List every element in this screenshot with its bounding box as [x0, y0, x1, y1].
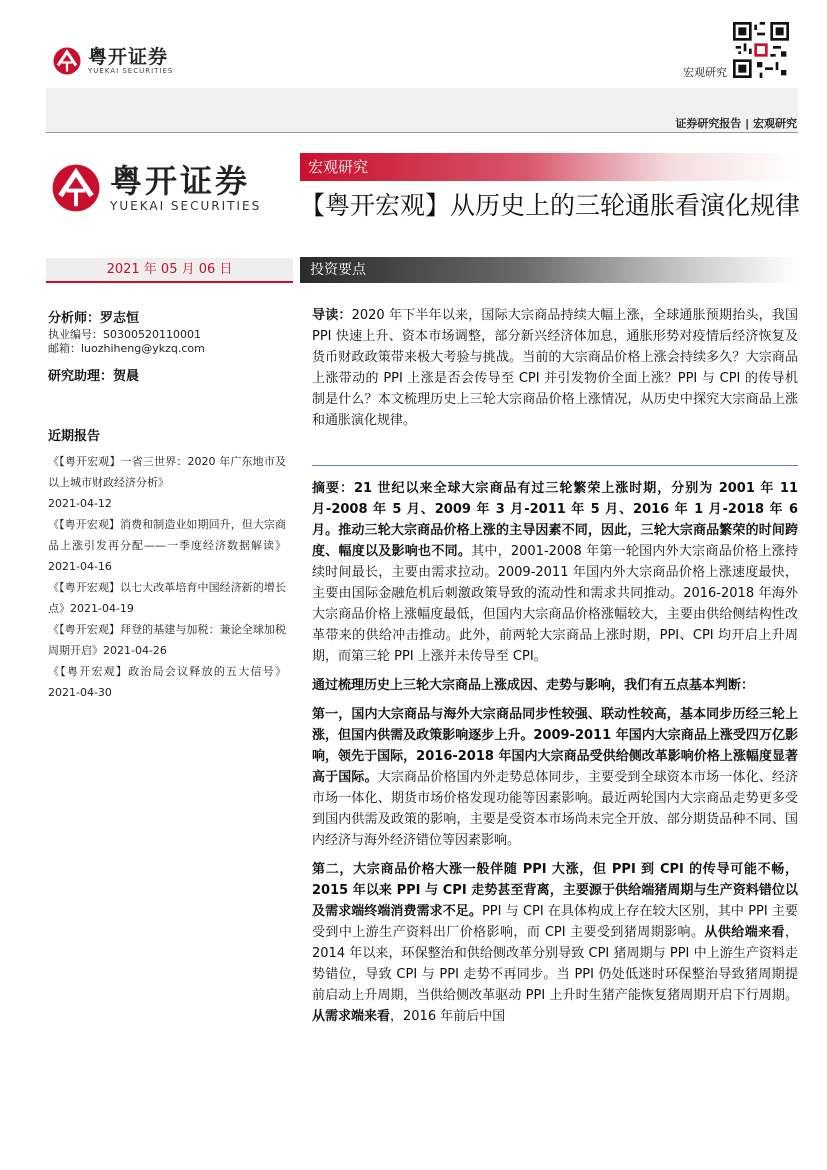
second-point	[312, 859, 798, 1027]
recent-report-date: 2021-04-30	[48, 686, 112, 699]
intro-label: 导读：	[312, 308, 352, 323]
recent-report-title: 《【粤开宏观】一省三世界：2020 年广东地市及以上城市财政经济分析》	[48, 455, 286, 489]
section-title: 投资要点	[310, 262, 366, 278]
second-point-text-a: PPI 与 CPI 在具体构成上存在较大区别，其中 PPI 主要受到中上游生产资料出厂价格影响，而 CPI 主要受到猪周期影响。	[312, 904, 798, 940]
recent-reports-list	[48, 451, 286, 703]
report-title: 【粤开宏观】从历史上的三轮通胀看演化规律	[300, 191, 801, 220]
judgement-intro: 通过梳理历史上三轮大宗商品上涨成因、走势与影响，我们有五点基本判断：	[312, 678, 755, 693]
recent-report-date: 2021-04-12	[48, 497, 112, 510]
main-logo	[50, 158, 280, 218]
recent-report-item[interactable]	[48, 577, 286, 619]
intro-paragraph	[312, 305, 798, 431]
recent-report-date: 2021-04-19	[70, 602, 134, 615]
qr-code-icon	[733, 22, 789, 78]
recent-report-title: 《【粤开宏观】消费和制造业如期回升，但大宗商品上涨引发再分配——一季度经济数据解读》	[48, 518, 286, 552]
second-point-bold: 第二，大宗商品价格大涨一般伴随 PPI 大涨，但 PPI 到 CPI 的传导可能不畅，2015 年以来 PPI 与 CPI 走势甚至背离，主要源于供给端猪周期与生产资料错位以及需求端终端消费需求不足。	[312, 862, 798, 919]
report-category: 宏观研究	[308, 158, 369, 176]
first-point	[312, 704, 798, 851]
recent-reports-title: 近期报告	[48, 429, 101, 444]
recent-report-date: 2021-04-26	[103, 644, 167, 657]
section-divider	[312, 465, 798, 466]
main-logo-en: YUEKAI SECURITIES	[110, 199, 262, 213]
second-point-text-b: ，2014 年以来，环保整治和供给侧改革分别导致 CPI 猪周期与 PPI 中上游生产资料走势错位，导致 CPI 与 PPI 走势不再同步。当 PPI 仍处低迷时环保整治导致猪周期提前启动上升周期，当供给侧改革驱动 PPI 上升时生猪产能恢复猪周期开启下行周期。	[312, 925, 798, 1003]
intro-text: 2020 年下半年以来，国际大宗商品持续大幅上涨，全球通胀预期抬头，我国 PPI 快速上升、资本市场调整，部分新兴经济体加息，通胀形势对疫情后经济恢复及货币财政政策带来极大考验与挑战。当前的大宗商品价格上涨会持续多久？大宗商品上涨带动的 PPI 上涨是否会传导至 CPI 并引发物价全面上涨？PPI 与 CPI 的传导机制是什么？本文梳理历史上三轮大宗商品价格上涨情况，从历史中探究大宗商品上涨和通胀演化规律。	[312, 308, 798, 428]
recent-report-item[interactable]	[48, 661, 286, 703]
yuekai-logo-large-icon	[50, 162, 102, 214]
logo-en-text: YUEKAI SECURITIES	[88, 66, 174, 75]
report-category-bar	[300, 153, 797, 181]
main-logo-cn: 粤开证券	[110, 162, 251, 200]
summary-text: 其中，2001-2008 年第一轮国内外大宗商品价格上涨持续时间最长，主要由需求拉动。2009-2011 年国内外大宗商品价格上涨速度最快，主要由国际金融危机后刺激政策导致的流动性和需求共同推动。2016-2018 年海外大宗商品价格上涨幅度最低，但国内大宗商品价格涨幅较大，主要由供给侧结构性改革带来的供给冲击推动。此外，前两轮大宗商品上涨时期，PPI、CPI 均开启上升周期，而第三轮 PPI 上涨并未传导至 CPI。	[312, 544, 798, 664]
first-point-bold: 第一，国内大宗商品与海外大宗商品同步性较强、联动性较高，基本同步历经三轮上涨，但国内供需及政策影响逐步上升。2009-2011 年国内大宗商品上涨受四万亿影响，领先于国际，2016-2018 年国内大宗商品受供给侧改革影响价格上涨幅度显著高于国际。	[312, 707, 798, 785]
report-date: 2021 年 05 月 06 日	[106, 262, 233, 277]
first-point-text: 大宗商品价格国内外走势总体同步，主要受到全球资本市场一体化、经济市场一体化、期货市场价格发现功能等因素影响。最近两轮国内大宗商品走势更多受到国内供需及政策的影响，主要是受资本市场尚未完全开放、部分期货品种不同、国内经济与海外经济错位等因素影响。	[312, 770, 798, 848]
demand-side-label: 从需求端来看	[312, 1009, 391, 1024]
header-category: 宏观研究	[683, 66, 727, 79]
section-bar	[300, 257, 797, 283]
recent-report-date: 2021-04-16	[48, 560, 112, 573]
header-divider	[46, 132, 798, 133]
date-bar	[46, 258, 293, 283]
logo-cn-text: 粤开证券	[88, 45, 169, 68]
recent-report-item[interactable]	[48, 451, 286, 514]
recent-report-item[interactable]	[48, 619, 286, 661]
sidebar	[48, 310, 286, 703]
summary-paragraph	[312, 478, 798, 667]
header-logo	[52, 44, 192, 78]
yuekai-logo-icon	[52, 46, 82, 76]
breadcrumb: 证券研究报告 | 宏观研究	[675, 117, 797, 130]
analyst-email: 邮箱：luozhiheng@ykzq.com	[48, 342, 205, 355]
research-assistant: 研究助理：贺晨	[48, 369, 140, 384]
recent-report-item[interactable]	[48, 514, 286, 577]
recent-report-title: 《【粤开宏观】以七大改革培育中国经济新的增长点》	[48, 581, 286, 615]
second-point-text-c: ，2016 年前后中国	[390, 1009, 506, 1024]
recent-report-title: 《【粤开宏观】政治局会议释放的五大信号》	[48, 665, 286, 678]
summary-section	[312, 478, 798, 1035]
recent-report-title: 《【粤开宏观】拜登的基建与加税：兼论全球加税周期开启》	[48, 623, 286, 657]
summary-bold-text: 摘要：21 世纪以来全球大宗商品有过三轮繁荣上涨时期，分别为 2001 年 11 月-2008 年 5 月、2009 年 3 月-2011 年 5 月、2016 年 1 月-2018 年 6 月。推动三轮大宗商品价格上涨的主导因素不同，因此，三轮大宗商品繁荣的时间跨度、幅度以及影响也不同。	[312, 481, 798, 559]
supply-side-label: 从供给端来看	[704, 925, 785, 940]
analyst-name: 分析师：罗志恒	[48, 311, 140, 326]
analyst-license: 执业编号：S0300520110001	[48, 328, 201, 341]
